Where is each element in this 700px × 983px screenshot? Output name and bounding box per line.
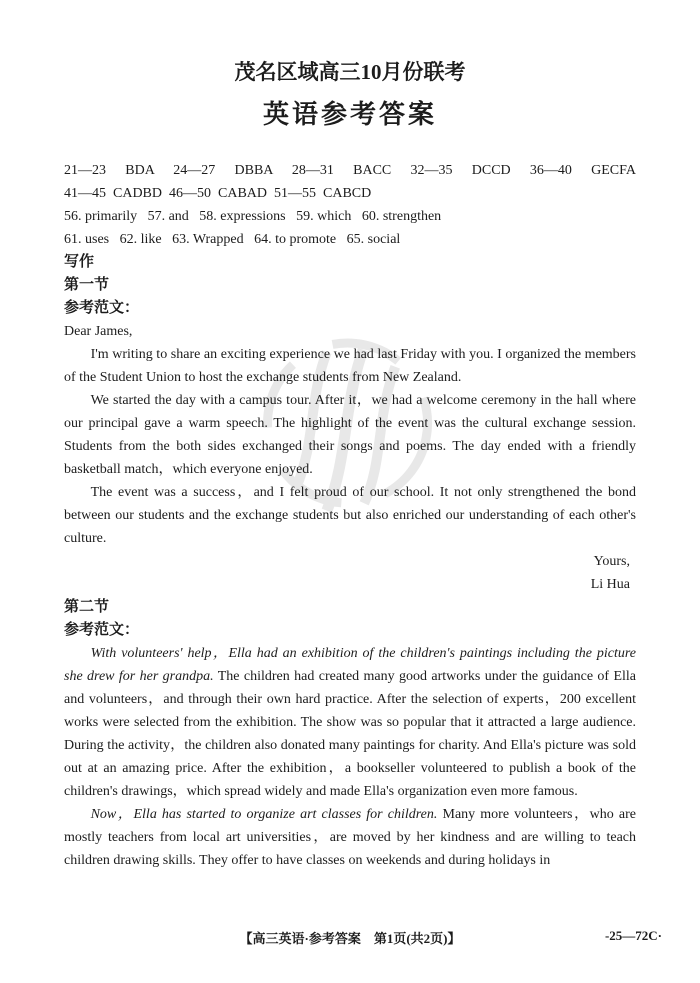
essay-2 [64,642,636,872]
footer-paper-code: -25—72C· [604,928,662,943]
answer-row-4: 61. uses 62. like 63. Wrapped 64. to promote 65. social [64,232,401,247]
model-essay-label-2: 参考范文： [64,622,140,638]
essay2-p1-body: The children had created many good artworks under the guidance of Ella and volunteers，and through their own hard practice. After the selection of experts，200 excellent works were selected from the exhibition. The show was so popular that it attracted a large audience. During the activity，the children also donated many paintings for charity. And Ella's picture was sold out at an amazing price. After the exhibition，a bookseller volunteered to publish a book of the children's drawings，which spread widely and made Ella's organization even more famous. [64,669,637,799]
essay1-signature: Li Hua [590,577,630,592]
essay1-salutation: Dear James, [64,324,133,339]
doc-subtitle: 英语参考答案 [262,100,437,129]
doc-title: 茂名区域高三10月份联考 [234,60,466,84]
page-footer [0,928,700,947]
essay1-closing: Yours, [593,554,630,569]
section-writing: 写作 [64,254,95,270]
answer-row-2: 41—45 CADBD 46—50 CABAD 51—55 CABCD [64,186,372,201]
essay1-paragraph-3: The event was a success，and I felt proud of our school. It not only strengthened the bond between our students and the exchange students but also enriched our understanding of each other's culture. [64,485,636,546]
essay-1 [64,320,636,596]
answer-key-block [64,159,636,251]
essay2-p2-body: Many more volunteers，who are mostly teachers from local art universities，are moved by her kindness and are willing to teach children drawing skills. They offer to have classes on weekends and during holidays in [64,807,636,868]
model-essay-label-1: 参考范文： [64,300,140,316]
essay2-p2-lead: Now，Ella has started to organize art classes for children. [90,807,438,822]
answer-row-1: 21—23 BDA 24—27 DBBA 28—31 BACC 32—35 DCCD 36—40 GECFA [64,163,636,178]
essay2-p1-lead: With volunteers' help，Ella had an exhibition of the children's paintings including the picture she drew for her grandpa. [64,646,636,684]
essay2-paragraph-1 [64,642,636,803]
essay2-paragraph-2 [64,803,636,872]
answer-row-3: 56. primarily 57. and 58. expressions 59. which 60. strengthen [64,209,442,224]
section-part1: 第一节 [64,277,110,293]
essay1-paragraph-2: We started the day with a campus tour. After it，we had a welcome ceremony in the hall where our principal gave a warm speech. The highlight of the event was the cultural exchange session. Students from the both sides exchanged their songs and poems. The day ended with a friendly basketball match，which everyone enjoyed. [64,393,636,477]
footer-page-label: 【高三英语·参考答案 第1页(共2页)】 [239,931,461,946]
essay1-paragraph-1: I'm writing to share an exciting experience we had last Friday with you. I organized the members of the Student Union to host the exchange students from New Zealand. [64,347,636,385]
section-part2: 第二节 [64,599,110,615]
